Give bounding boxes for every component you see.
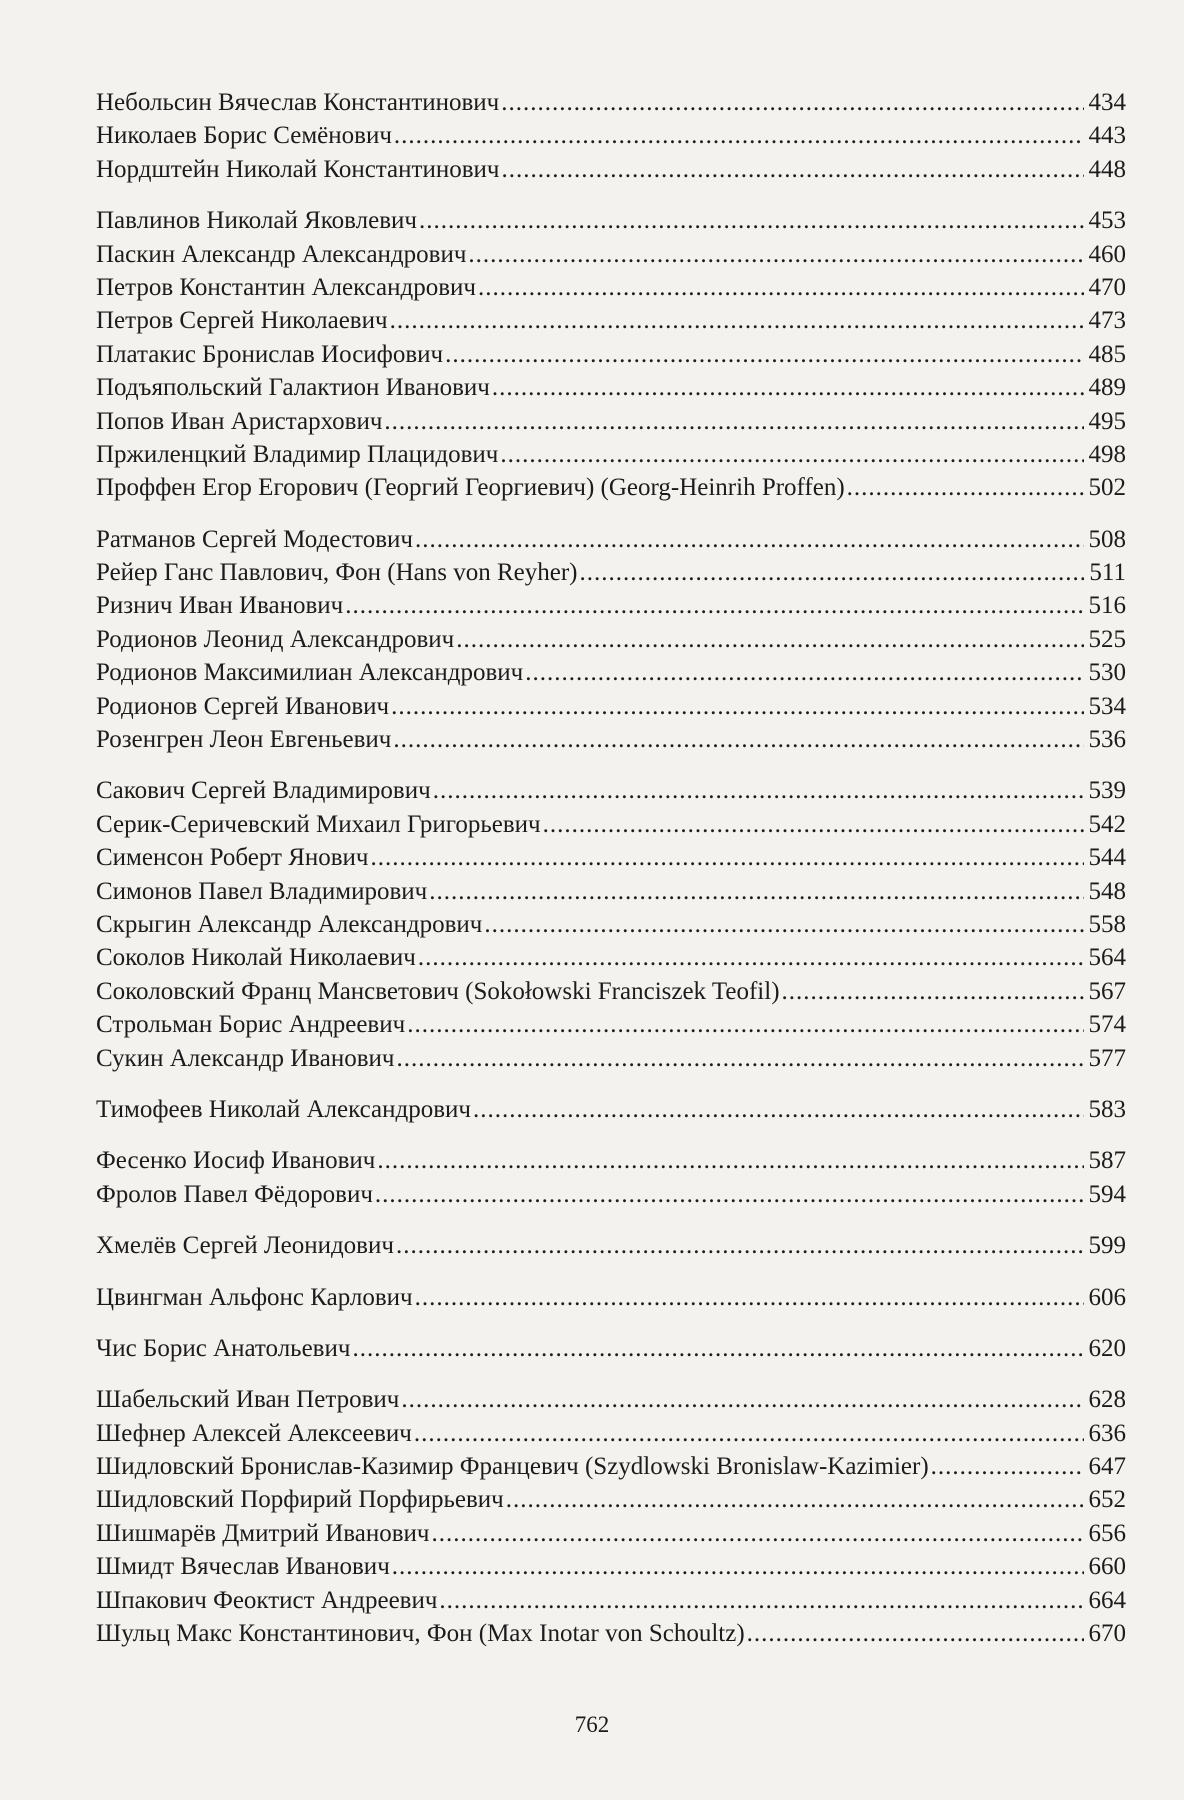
dot-leader [782, 975, 1084, 1008]
index-entry [96, 1093, 1126, 1126]
dot-leader [345, 589, 1084, 622]
index-entry [96, 471, 1126, 504]
index-group [96, 86, 1126, 186]
index-entry [96, 1617, 1126, 1650]
dot-leader [384, 405, 1084, 438]
entry-name: Розенгрен Леон Евгеньевич [96, 726, 392, 754]
entry-page-number: 473 [1088, 307, 1126, 335]
entry-name: Соколов Николай Николаевич [96, 944, 416, 972]
index-entry [96, 589, 1126, 622]
entry-page-number: 577 [1088, 1044, 1126, 1072]
index-entry [96, 271, 1126, 304]
entry-name: Фесенко Иосиф Иванович [96, 1147, 376, 1175]
dot-leader [429, 875, 1084, 908]
entry-page-number: 460 [1088, 240, 1126, 268]
entry-name: Строльман Борис Андреевич [96, 1011, 406, 1039]
dot-leader [580, 556, 1084, 589]
entry-page-number: 652 [1088, 1486, 1126, 1514]
index-list [96, 86, 1126, 1668]
index-entry [96, 1229, 1126, 1262]
dot-leader [414, 1417, 1084, 1450]
dot-leader [418, 941, 1084, 974]
dot-leader [377, 1144, 1084, 1177]
index-entry [96, 338, 1126, 371]
entry-name: Шмидт Вячеслав Иванович [96, 1553, 390, 1581]
index-group [96, 1383, 1126, 1650]
page-number: 762 [574, 1712, 610, 1737]
dot-leader [419, 204, 1084, 237]
index-group [96, 1281, 1126, 1314]
index-entry [96, 153, 1126, 186]
dot-leader [415, 1281, 1084, 1314]
entry-name: Небольсин Вячеслав Константинович [96, 89, 500, 116]
entry-page-number: 670 [1088, 1620, 1126, 1648]
entry-name: Проффен Егор Егорович (Георгий Георгиевич) (Georg-Heinrih Proffen) [96, 474, 845, 502]
entry-page-number: 495 [1088, 407, 1126, 435]
entry-name: Сукин Александр Иванович [96, 1044, 395, 1072]
entry-page-number: 594 [1088, 1180, 1126, 1208]
index-entry [96, 941, 1126, 974]
index-group [96, 774, 1126, 1075]
dot-leader [543, 808, 1084, 841]
entry-name: Нордштейн Николай Константинович [96, 155, 500, 183]
entry-name: Николаев Борис Семёнович [96, 122, 392, 150]
entry-page-number: 539 [1088, 777, 1126, 805]
index-entry [96, 774, 1126, 807]
entry-name: Серик-Серичевский Михаил Григорьевич [96, 810, 541, 838]
index-entry [96, 875, 1126, 908]
index-entry [96, 623, 1126, 656]
entry-page-number: 534 [1088, 692, 1126, 720]
index-entry [96, 1517, 1126, 1550]
entry-name: Родионов Максимилиан Александрович [96, 659, 524, 687]
entry-page-number: 536 [1088, 726, 1126, 754]
entry-page-number: 606 [1088, 1283, 1126, 1311]
entry-name: Родионов Сергей Иванович [96, 692, 390, 720]
index-entry [96, 1450, 1126, 1483]
dot-leader [392, 1550, 1084, 1583]
index-entry [96, 238, 1126, 271]
entry-name: Цвингман Альфонс Карлович [96, 1283, 413, 1311]
dot-leader [401, 1383, 1084, 1416]
index-entry [96, 723, 1126, 756]
entry-name: Платакис Бронислав Иосифович [96, 340, 444, 368]
entry-page-number: 647 [1088, 1453, 1126, 1481]
entry-name: Фролов Павел Фёдорович [96, 1180, 373, 1208]
index-group [96, 1229, 1126, 1262]
entry-page-number: 525 [1088, 625, 1126, 653]
dot-leader [456, 623, 1084, 656]
entry-name: Скрыгин Александр Александрович [96, 910, 483, 938]
index-entry [96, 371, 1126, 404]
entry-name: Пржиленцкий Владимир Плацидович [96, 440, 499, 468]
dot-leader [501, 86, 1084, 119]
dot-leader [390, 304, 1084, 337]
dot-leader [407, 1008, 1084, 1041]
dot-leader [501, 153, 1084, 186]
index-entry [96, 1584, 1126, 1617]
entry-name: Тимофеев Николай Александрович [96, 1095, 471, 1123]
entry-page-number: 620 [1088, 1334, 1126, 1362]
index-entry [96, 1417, 1126, 1450]
entry-name: Сименсон Роберт Янович [96, 844, 369, 872]
entry-page-number: 558 [1088, 910, 1126, 938]
entry-page-number: 511 [1089, 559, 1126, 587]
entry-page-number: 656 [1088, 1519, 1126, 1547]
entry-name: Петров Сергей Николаевич [96, 307, 388, 335]
index-entry [96, 1178, 1126, 1211]
dot-leader [396, 1042, 1084, 1075]
entry-page-number: 583 [1088, 1095, 1126, 1123]
entry-page-number: 567 [1088, 977, 1126, 1005]
entry-page-number: 485 [1088, 340, 1126, 368]
entry-page-number: 574 [1088, 1011, 1126, 1039]
index-entry [96, 304, 1126, 337]
entry-page-number: 548 [1088, 877, 1126, 905]
index-entry [96, 656, 1126, 689]
entry-name: Симонов Павел Владимирович [96, 877, 428, 905]
entry-name: Шидловский Бронислав-Казимир Францевич (Szydlowski Bronislaw-Kazimier) [96, 1453, 929, 1481]
index-group [96, 204, 1126, 505]
entry-page-number: 470 [1088, 273, 1126, 301]
index-entry [96, 690, 1126, 723]
entry-name: Рейер Ганс Павлович, Фон (Hans von Reyher) [96, 559, 578, 587]
dot-leader [478, 271, 1084, 304]
entry-name: Родионов Леонид Александрович [96, 625, 455, 653]
entry-name: Шефнер Алексей Алексеевич [96, 1419, 412, 1447]
entry-name: Ратманов Сергей Модестович [96, 525, 413, 553]
dot-leader [468, 238, 1084, 271]
dot-leader [352, 1332, 1084, 1365]
dot-leader [391, 690, 1084, 723]
entry-page-number: 660 [1088, 1553, 1126, 1581]
index-entry [96, 1383, 1126, 1416]
entry-page-number: 498 [1088, 440, 1126, 468]
index-entry [96, 1332, 1126, 1365]
dot-leader [506, 1483, 1084, 1516]
entry-page-number: 530 [1088, 659, 1126, 687]
entry-name: Шабельский Иван Петрович [96, 1386, 400, 1414]
index-entry [96, 1042, 1126, 1075]
index-entry [96, 1483, 1126, 1516]
index-entry [96, 841, 1126, 874]
entry-page-number: 664 [1088, 1586, 1126, 1614]
dot-leader [473, 1093, 1084, 1126]
dot-leader [432, 1517, 1085, 1550]
dot-leader [396, 1229, 1084, 1262]
index-group [96, 523, 1126, 757]
entry-page-number: 453 [1088, 207, 1126, 235]
dot-leader [747, 1617, 1084, 1650]
entry-name: Шидловский Порфирий Порфирьевич [96, 1486, 504, 1514]
entry-page-number: 599 [1088, 1232, 1126, 1260]
index-entry [96, 808, 1126, 841]
entry-page-number: 564 [1088, 944, 1126, 972]
entry-page-number: 542 [1088, 810, 1126, 838]
entry-name: Соколовский Франц Мансветович (Sokołowski Franciszek Teofil) [96, 977, 780, 1005]
entry-name: Хмелёв Сергей Леонидович [96, 1232, 394, 1260]
entry-page-number: 628 [1088, 1386, 1126, 1414]
entry-page-number: 587 [1088, 1147, 1126, 1175]
index-group [96, 1093, 1126, 1126]
entry-name: Петров Константин Александрович [96, 273, 476, 301]
entry-page-number: 448 [1088, 155, 1126, 183]
dot-leader [433, 774, 1084, 807]
index-entry [96, 1550, 1126, 1583]
dot-leader [393, 723, 1084, 756]
entry-name: Чис Борис Анатольевич [96, 1334, 351, 1362]
entry-page-number: 544 [1088, 844, 1126, 872]
entry-name: Шишмарёв Дмитрий Иванович [96, 1519, 430, 1547]
entry-name: Паскин Александр Александрович [96, 240, 467, 268]
entry-name: Шульц Макс Константинович, Фон (Max Inotar von Schoultz) [96, 1620, 745, 1648]
dot-leader [492, 371, 1084, 404]
entry-name: Попов Иван Аристархович [96, 407, 383, 435]
entry-name: Сакович Сергей Владимирович [96, 777, 431, 805]
dot-leader [484, 908, 1084, 941]
index-entry [96, 405, 1126, 438]
index-entry [96, 1144, 1126, 1177]
index-entry [96, 119, 1126, 152]
dot-leader [394, 119, 1084, 152]
index-entry [96, 908, 1126, 941]
index-group [96, 1144, 1126, 1211]
index-entry [96, 1281, 1126, 1314]
index-entry [96, 556, 1126, 589]
entry-page-number: 434 [1088, 89, 1126, 116]
entry-page-number: 508 [1088, 525, 1126, 553]
entry-name: Павлинов Николай Яковлевич [96, 207, 417, 235]
dot-leader [415, 523, 1084, 556]
entry-page-number: 516 [1088, 592, 1126, 620]
dot-leader [931, 1450, 1084, 1483]
index-entry [96, 204, 1126, 237]
entry-page-number: 489 [1088, 374, 1126, 402]
index-group [96, 1332, 1126, 1365]
dot-leader [500, 438, 1084, 471]
dot-leader [371, 841, 1085, 874]
entry-name: Подъяпольский Галактион Иванович [96, 374, 490, 402]
dot-leader [375, 1178, 1084, 1211]
index-entry [96, 1008, 1126, 1041]
index-entry [96, 523, 1126, 556]
entry-name: Ризнич Иван Иванович [96, 592, 344, 620]
dot-leader [439, 1584, 1084, 1617]
index-entry [96, 438, 1126, 471]
entry-page-number: 502 [1088, 474, 1126, 502]
entry-page-number: 443 [1088, 122, 1126, 150]
dot-leader [445, 338, 1084, 371]
entry-name: Шпакович Феоктист Андреевич [96, 1586, 438, 1614]
index-entry [96, 86, 1126, 119]
dot-leader [525, 656, 1084, 689]
entry-page-number: 636 [1088, 1419, 1126, 1447]
dot-leader [847, 471, 1084, 504]
index-entry [96, 975, 1126, 1008]
